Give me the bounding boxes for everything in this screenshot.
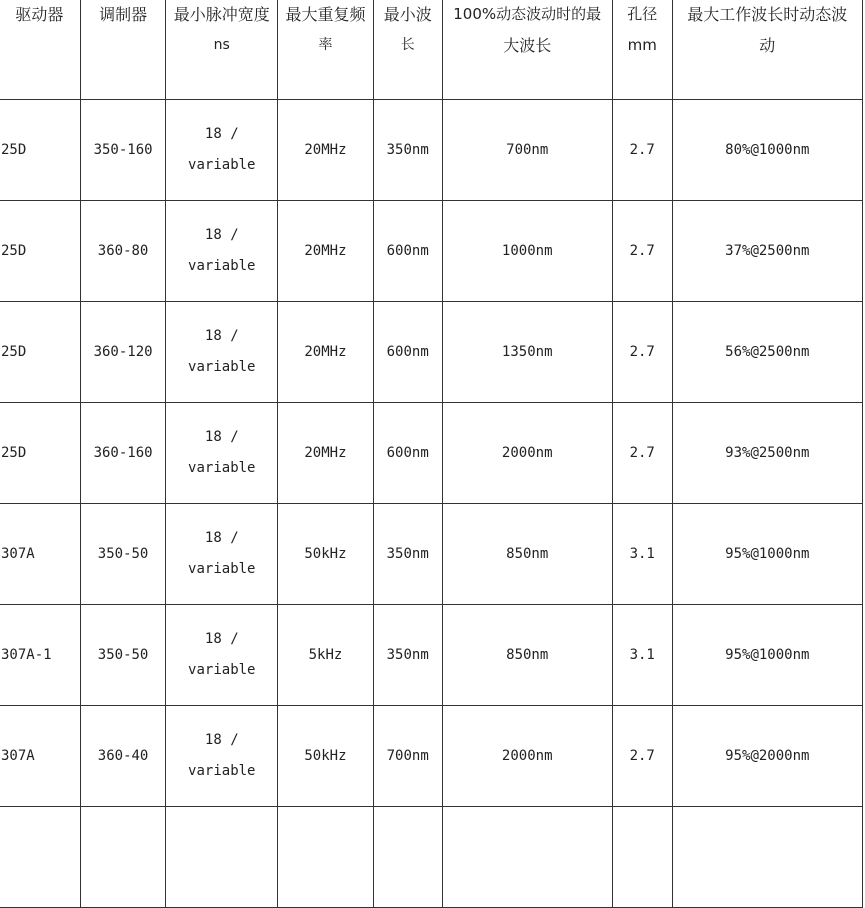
- cell-empty: [278, 807, 374, 908]
- cell-pulse-width: 18 / variable: [166, 201, 278, 302]
- table-row: [0, 605, 863, 706]
- header-aperture: 孔径mm: [612, 0, 672, 100]
- cell-max-wavelength: 850nm: [442, 504, 612, 605]
- cell-max-wavelength: 1000nm: [442, 201, 612, 302]
- cell-rep-rate: 50kHz: [278, 706, 374, 807]
- cell-modulator: 350-50: [80, 504, 166, 605]
- cell-modulator: 360-120: [80, 302, 166, 403]
- cell-rep-rate: 20MHz: [278, 403, 374, 504]
- cell-empty: [373, 807, 442, 908]
- cell-dynamic: 95%@1000nm: [672, 504, 862, 605]
- header-driver: 驱动器: [0, 0, 80, 100]
- cell-driver: 25D: [0, 302, 80, 403]
- cell-max-wavelength: 850nm: [442, 605, 612, 706]
- header-min-pulse-width: 最小脉冲宽度 ns: [166, 0, 278, 100]
- cell-dynamic: 80%@1000nm: [672, 100, 862, 201]
- cell-pulse-width: 18 / variable: [166, 706, 278, 807]
- cell-min-wavelength: 350nm: [373, 504, 442, 605]
- cell-min-wavelength: 700nm: [373, 706, 442, 807]
- cell-dynamic: 95%@1000nm: [672, 605, 862, 706]
- cell-aperture: 2.7: [612, 403, 672, 504]
- cell-dynamic: 95%@2000nm: [672, 706, 862, 807]
- header-max-wavelength: 100%动态波动时的最 大波长: [442, 0, 612, 100]
- cell-min-wavelength: 350nm: [373, 605, 442, 706]
- cell-max-wavelength: 2000nm: [442, 706, 612, 807]
- cell-pulse-width: 18 / variable: [166, 100, 278, 201]
- cell-pulse-width: 18 / variable: [166, 605, 278, 706]
- cell-min-wavelength: 600nm: [373, 201, 442, 302]
- cell-modulator: 360-160: [80, 403, 166, 504]
- cell-empty: [672, 807, 862, 908]
- cell-empty: [612, 807, 672, 908]
- cell-dynamic: 93%@2500nm: [672, 403, 862, 504]
- cell-rep-rate: 50kHz: [278, 504, 374, 605]
- header-row: [0, 0, 863, 100]
- cell-max-wavelength: 2000nm: [442, 403, 612, 504]
- header-max-rep-rate: 最大重复频 率: [278, 0, 374, 100]
- cell-rep-rate: 20MHz: [278, 100, 374, 201]
- cell-aperture: 2.7: [612, 706, 672, 807]
- cell-driver: 25D: [0, 201, 80, 302]
- cell-dynamic: 56%@2500nm: [672, 302, 862, 403]
- cell-rep-rate: 5kHz: [278, 605, 374, 706]
- header-modulator: 调制器: [80, 0, 166, 100]
- header-min-wavelength: 最小波 长: [373, 0, 442, 100]
- table-row: [0, 706, 863, 807]
- cell-pulse-width: 18 / variable: [166, 504, 278, 605]
- cell-aperture: 3.1: [612, 605, 672, 706]
- cell-modulator: 350-160: [80, 100, 166, 201]
- cell-pulse-width: 18 / variable: [166, 302, 278, 403]
- cell-driver: 307A: [0, 504, 80, 605]
- cell-empty: [442, 807, 612, 908]
- table-row: [0, 302, 863, 403]
- cell-max-wavelength: 1350nm: [442, 302, 612, 403]
- table-row: [0, 201, 863, 302]
- cell-aperture: 2.7: [612, 201, 672, 302]
- cell-rep-rate: 20MHz: [278, 302, 374, 403]
- cell-aperture: 3.1: [612, 504, 672, 605]
- header-dynamic: 最大工作波长时动态波 动: [672, 0, 862, 100]
- cell-empty: [166, 807, 278, 908]
- cell-min-wavelength: 350nm: [373, 100, 442, 201]
- table-row: [0, 100, 863, 201]
- cell-modulator: 360-40: [80, 706, 166, 807]
- cell-min-wavelength: 600nm: [373, 302, 442, 403]
- cell-driver: 25D: [0, 100, 80, 201]
- cell-max-wavelength: 700nm: [442, 100, 612, 201]
- cell-driver: 25D: [0, 403, 80, 504]
- cell-empty: [0, 807, 80, 908]
- table-row-partial: [0, 807, 863, 908]
- cell-driver: 307A: [0, 706, 80, 807]
- cell-modulator: 350-50: [80, 605, 166, 706]
- table-row: [0, 504, 863, 605]
- cell-aperture: 2.7: [612, 302, 672, 403]
- cell-driver: 307A-1: [0, 605, 80, 706]
- cell-empty: [80, 807, 166, 908]
- cell-min-wavelength: 600nm: [373, 403, 442, 504]
- cell-pulse-width: 18 / variable: [166, 403, 278, 504]
- cell-dynamic: 37%@2500nm: [672, 201, 862, 302]
- table-row: [0, 403, 863, 504]
- cell-rep-rate: 20MHz: [278, 201, 374, 302]
- cell-aperture: 2.7: [612, 100, 672, 201]
- cell-modulator: 360-80: [80, 201, 166, 302]
